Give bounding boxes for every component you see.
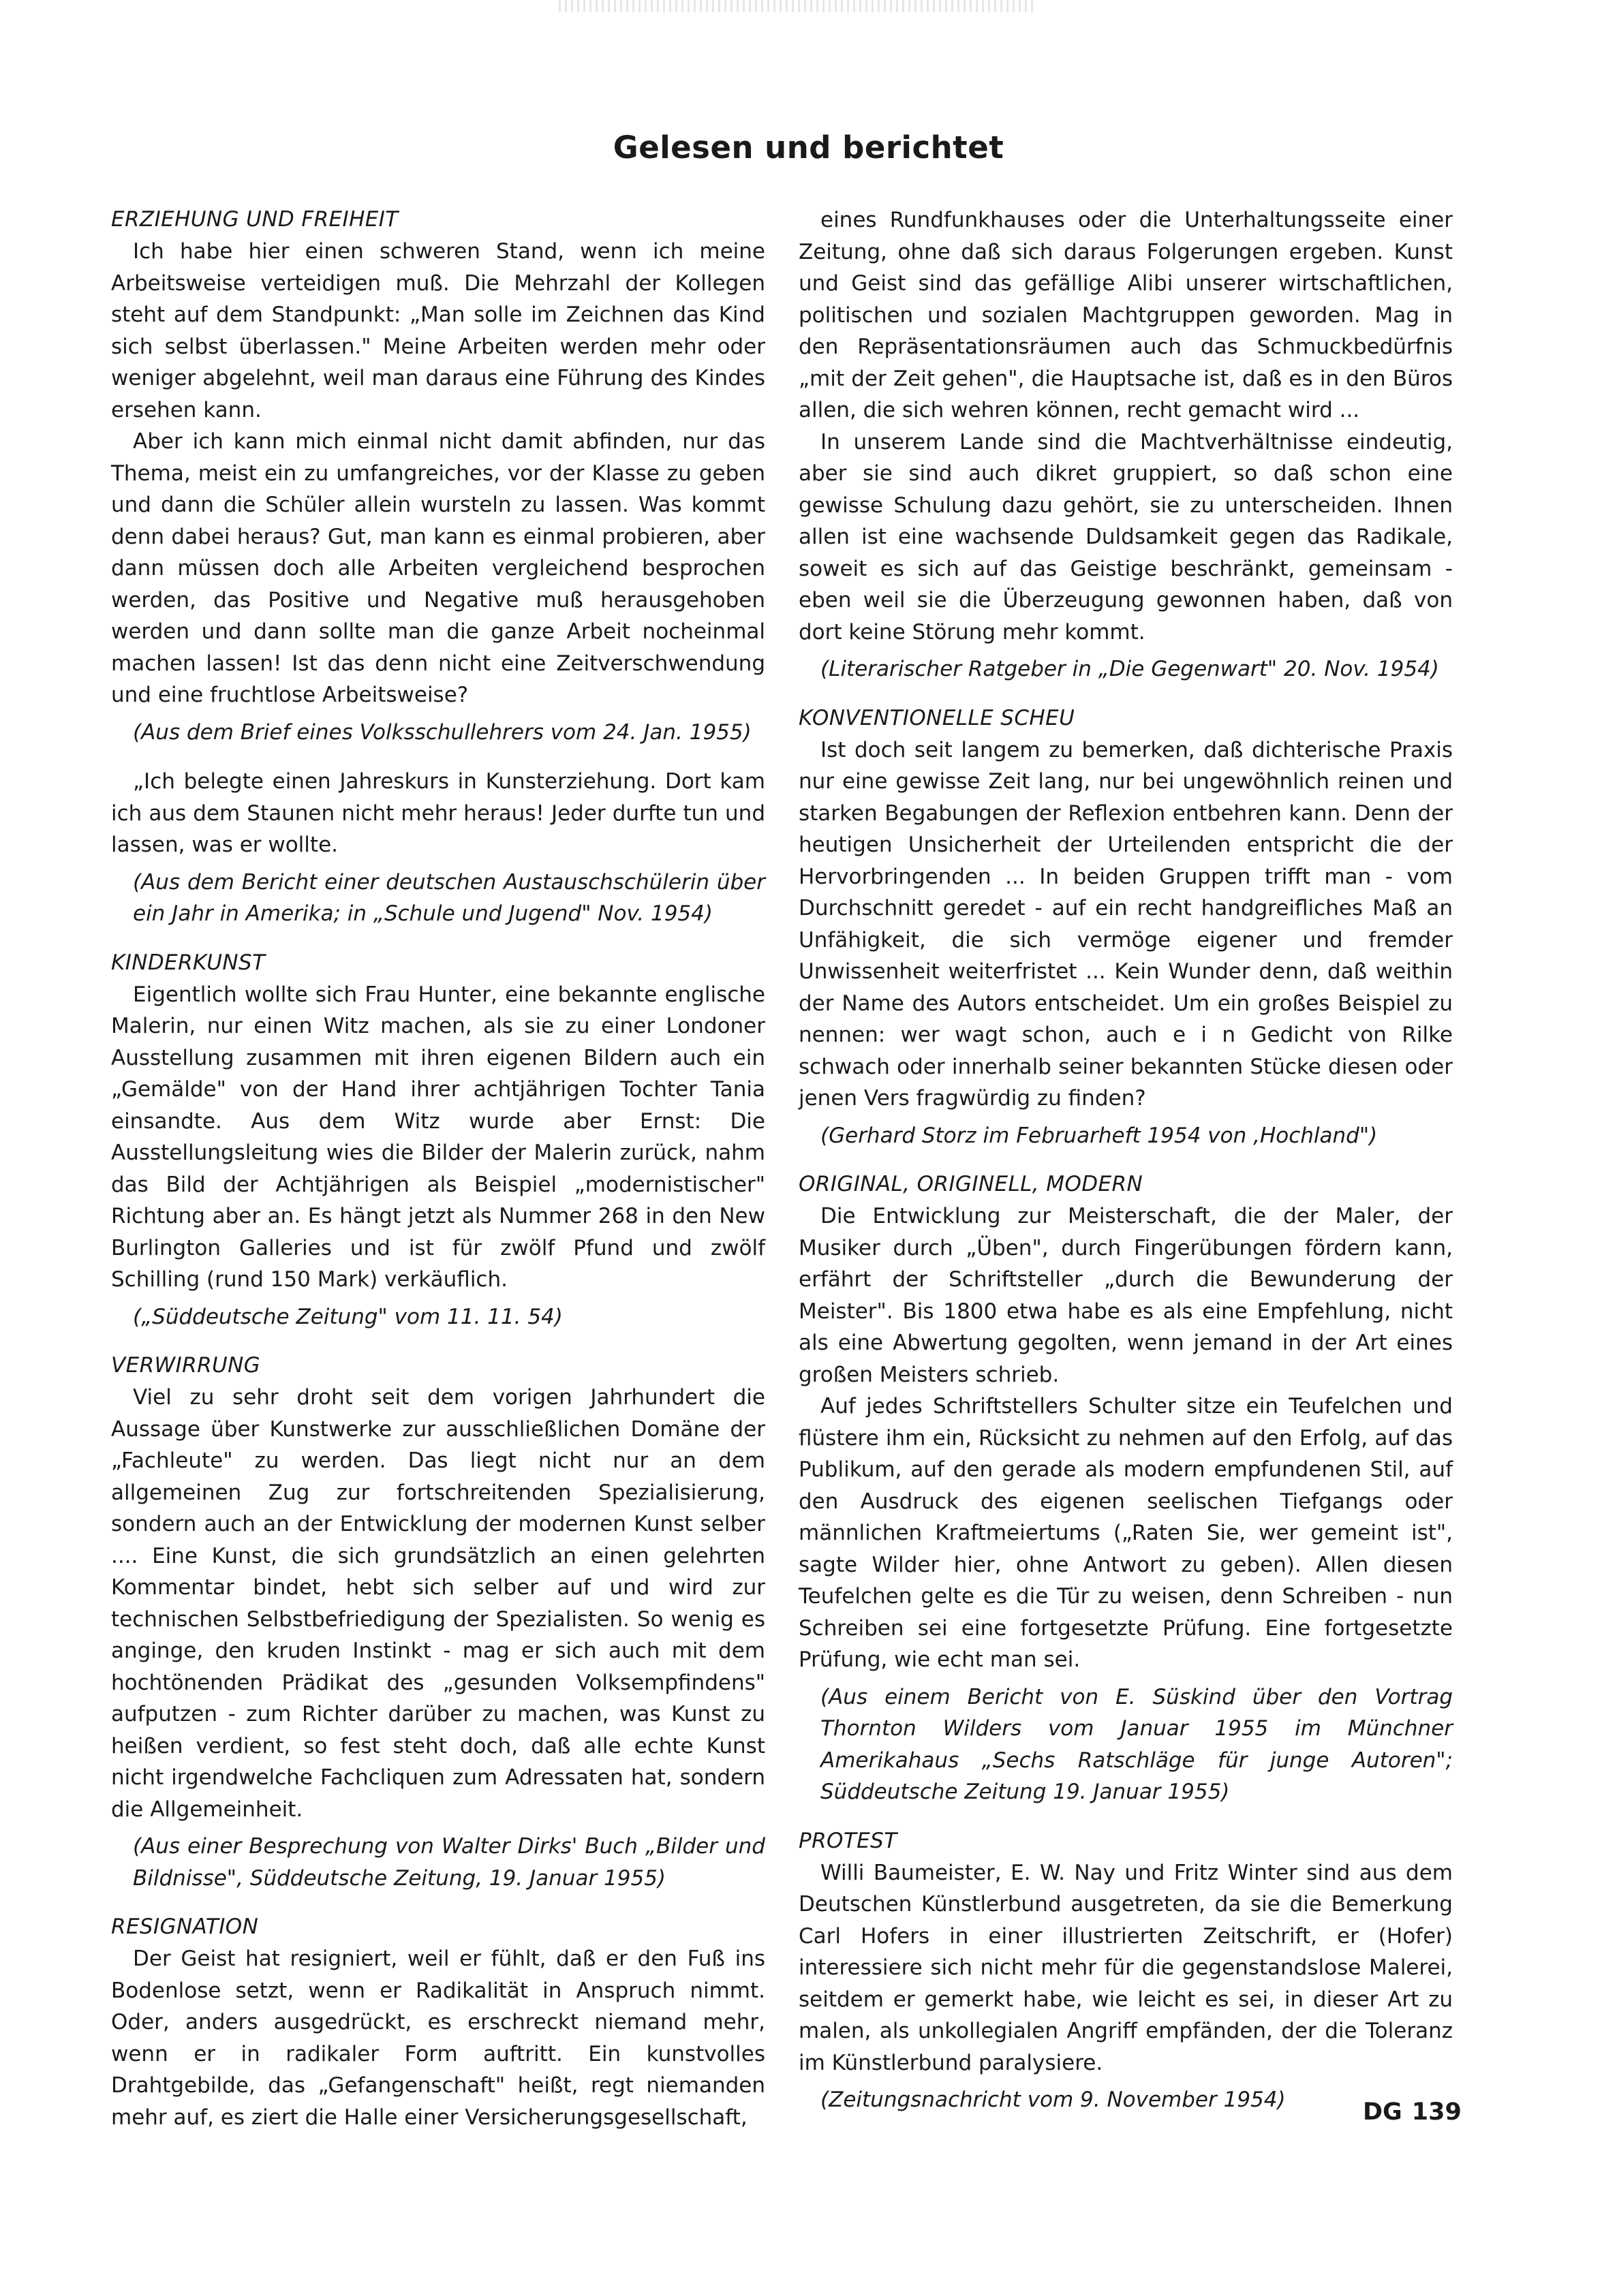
page-title: Gelesen und berichtet <box>613 129 1004 166</box>
body-paragraph: Willi Baumeister, E. W. Nay und Fritz Winter sind aus dem Deutschen Künstlerbund ausgetreten, da sie die Bemerkung Carl Hofers in einer illustrierten Zeitschrift, er (Hofer) interessiere sich nicht mehr für die gegenstandslose Malerei, seitdem er gemerkt habe, wie leicht es sei, in dieser Art zu malen, als unkollegialen Angriff empfänden, der die Toleranz im Künstlerbund paralysiere. <box>799 1860 1453 2075</box>
right-column <box>799 204 1453 2134</box>
page-footer <box>1363 2098 1471 2126</box>
section-heading: ORIGINAL, ORIGINELL, MODERN <box>799 1172 1143 1196</box>
article-continuation <box>111 766 765 930</box>
body-paragraph: eines Rundfunkhauses oder die Unterhaltungsseite einer Zeitung, ohne daß sich daraus Folgerungen ergeben. Kunst und Geist sind das gefällige Alibi unserer wirtschaftlichen, politischen und sozialen Machtgruppen geworden. Mag in den Repräsentationsräumen auch das Schmuckbedürfnis „mit der Zeit gehen", die Hauptsache ist, daß es in den Büros allen, die sich wehren können, recht gemacht wird ... <box>799 208 1453 422</box>
article-kinderkunst <box>111 948 765 1333</box>
article-verwirrung <box>111 1350 765 1894</box>
section-heading: ERZIEHUNG UND FREIHEIT <box>111 207 399 232</box>
body-paragraph: Viel zu sehr droht seit dem vorigen Jahrhundert die Aussage über Kunstwerke zur ausschließlichen Domäne der „Fachleute" zu werden. Das liegt nicht nur an dem allgemeinen Zug zur fortschreitenden Spezialisierung, sondern auch an der Entwicklung der modernen Kunst selber .... Eine Kunst, die sich grundsätzlich an einen gelehrten Kommentar bindet, hebt sich selber auf und wird zur technischen Selbstbefriedigung der Spezialisten. So wenig es anginge, den kruden Instinkt - mag er sich auch mit dem hochtönenden Prädikat des „gesunden Volksempfindens" aufputzen - zum Richter darüber zu machen, was Kunst zu heißen verdient, so fest steht doch, daß alle echte Kunst nicht irgendwelche Fachcliquen zum Adressaten hat, sondern die Allgemeinheit. <box>111 1385 765 1822</box>
source-citation: (Aus dem Bericht einer deutschen Austauschschülerin über ein Jahr in Amerika; in „Schule und Jugend" Nov. 1954) <box>133 869 765 926</box>
body-paragraph: In unserem Lande sind die Machtverhältnisse eindeutig, aber sie sind auch dikret gruppiert, so daß schon eine gewisse Schulung dazu gehört, sie zu unterscheiden. Ihnen allen ist eine wachsende Duldsamkeit gegen das Radikale, soweit es sich auf das Geistige beschränkt, gemeinsam - eben weil sie die Überzeugung gewonnen haben, daß von dort keine Störung mehr kommt. <box>799 429 1453 645</box>
source-citation: (Aus dem Brief eines Volksschullehrers vom 24. Jan. 1955) <box>133 719 752 745</box>
section-heading: KONVENTIONELLE SCHEU <box>799 705 1075 730</box>
source-citation: (Aus einer Besprechung von Walter Dirks' Buch „Bilder und Bildnisse", Süddeutsche Zeitung, 19. Januar 1955) <box>133 1834 765 1891</box>
section-heading: VERWIRRUNG <box>111 1353 261 1378</box>
body-paragraph: Ist doch seit langem zu bemerken, daß dichterische Praxis nur eine gewisse Zeit lang, nur bei ungewöhnlich reinen und starken Begabungen der Reflexion entbehren kann. Denn der heutigen Unsicherheit der Urteilenden entspricht die der Hervorbringenden ... In beiden Gruppen trifft man - vom Durchschnitt geredet - auf ein recht handgreifliches Maß an Unfähigkeit, die sich vermöge eigener und fremder Unwissenheit weiterfristet ... Kein Wunder denn, daß weithin der Name des Autors entscheidet. Um ein großes Beispiel zu nennen: wer wagt schon, auch e i n Gedicht von Rilke schwach oder innerhalb seiner bekannten Stücke diesen oder jenen Vers fragwürdig zu finden? <box>799 737 1453 1111</box>
article-erziehung-und-freiheit <box>111 204 765 748</box>
body-paragraph: „Ich belegte einen Jahreskurs in Kunsterziehung. Dort kam ich aus dem Staunen nicht mehr heraus! Jeder durfte tun und lassen, was er wollte. <box>111 769 765 857</box>
article-continuation <box>799 204 1453 685</box>
source-citation: (Aus einem Bericht von E. Süskind über den Vortrag Thornton Wilders vom Januar 1955 im Münchner Amerikahaus „Sechs Ratschläge für junge Autoren"; Süddeutsche Zeitung 19. Januar 1955) <box>820 1684 1453 1804</box>
source-citation: (Zeitungsnachricht vom 9. November 1954) <box>820 2088 1286 2112</box>
body-paragraph: Die Entwicklung zur Meisterschaft, die der Maler, der Musiker durch „Üben", durch Fingerübungen fördern kann, erfährt der Schriftsteller „durch die Bewunderung der Meister". Bis 1800 etwa habe es als eine Empfehlung, nicht als eine Abwertung gegolten, wenn jemand in der Art eines großen Meisters schrieb. <box>799 1204 1453 1387</box>
scan-edge-artifact <box>559 0 1036 12</box>
source-citation: (Gerhard Storz im Februarheft 1954 von ‚Hochland") <box>820 1123 1378 1148</box>
body-paragraph: Der Geist hat resigniert, weil er fühlt, daß er den Fuß ins Bodenlose setzt, wenn er Radikalität in Anspruch nimmt. Oder, anders ausgedrückt, es erschreckt niemand mehr, wenn er in radikaler Form auftritt. Ein kunstvolles Drahtgebilde, das „Gefangenschaft" heißt, regt niemanden mehr auf, es ziert die Halle einer Versicherungsgesellschaft, <box>111 1946 765 2130</box>
section-heading: PROTEST <box>799 1828 897 1853</box>
body-paragraph: Ich habe hier einen schweren Stand, wenn ich meine Arbeitsweise verteidigen muß. Die Mehrzahl der Kollegen steht auf dem Standpunkt: „Man solle im Zeichnen das Kind sich selbst überlassen." Meine Arbeiten werden mehr oder weniger abgelehnt, weil man daraus eine Führung des Kindes ersehen kann. <box>111 239 765 422</box>
page-number: 139 <box>1411 2098 1462 2126</box>
source-citation: („Süddeutsche Zeitung" vom 11. 11. 54) <box>133 1304 563 1329</box>
body-paragraph: Auf jedes Schriftstellers Schulter sitze ein Teufelchen und flüstere ihm ein, Rücksicht zu nehmen auf den Erfolg, auf das Publikum, auf den gerade als modern empfundenen Stil, auf den Ausdruck des eigenen seelischen Tiefgangs oder männlichen Kraftmeiertums („Raten Sie, wer gemeint ist", sagte Wilder hier, ohne Antwort zu geben). Allen diesen Teufelchen gelte es die Tür zu weisen, denn Schreiben - nun Schreiben sei eine fortgesetzte Prüfung. Eine fortgesetzte Prüfung, wie echt man sei. <box>799 1394 1453 1672</box>
article-konventionelle-scheu <box>799 703 1453 1152</box>
article-resignation <box>111 1912 765 2133</box>
article-original-originell-modern <box>799 1169 1453 1808</box>
journal-abbreviation: DG <box>1363 2098 1402 2126</box>
source-citation: (Literarischer Ratgeber in „Die Gegenwart" 20. Nov. 1954) <box>820 657 1439 681</box>
left-column <box>111 204 765 2151</box>
section-heading: RESIGNATION <box>111 1914 259 1939</box>
article-protest <box>799 1826 1453 2116</box>
body-paragraph: Eigentlich wollte sich Frau Hunter, eine bekannte englische Malerin, nur einen Witz machen, als sie zu einer Londoner Ausstellung zusammen mit ihren eigenen Bildern auch ein „Gemälde" von der Hand ihrer achtjährigen Tochter Tania einsandte. Aus dem Witz wurde aber Ernst: Die Ausstellungsleitung wies die Bilder der Malerin zurück, nahm das Bild der Achtjährigen als Beispiel „modernistischer" Richtung aber an. Es hängt jetzt als Nummer 268 in den New Burlington Galleries und ist für zwölf Pfund und zwölf Schilling (rund 150 Mark) verkäuflich. <box>111 982 765 1292</box>
section-heading: KINDERKUNST <box>111 950 266 975</box>
body-paragraph: Aber ich kann mich einmal nicht damit abfinden, nur das Thema, meist ein zu umfangreiches, vor der Klasse zu geben und dann die Schüler allein wursteln zu lassen. Was kommt denn dabei heraus? Gut, man kann es einmal probieren, aber dann müssen doch alle Arbeiten vergleichend besprochen werden, das Positive und Negative muß herausgehoben werden und dann sollte man die ganze Arbeit nocheinmal machen lassen! Ist das denn nicht eine Zeitverschwendung und eine fruchtlose Arbeitsweise? <box>111 429 765 707</box>
